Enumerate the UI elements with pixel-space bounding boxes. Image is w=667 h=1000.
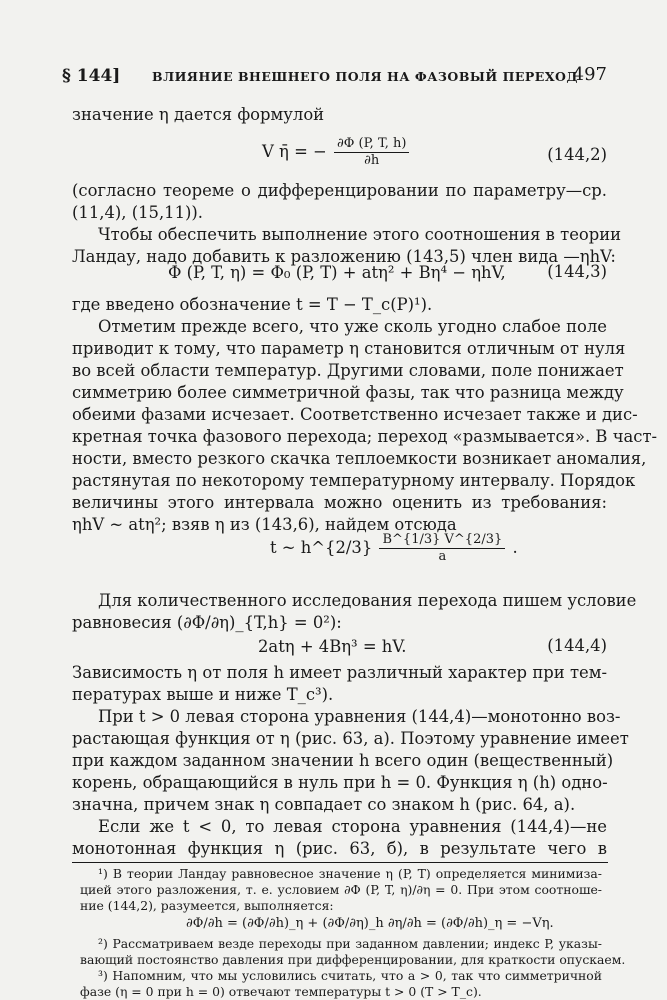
footnote-3-line: ³) Напомним, что мы условились считать, что a > 0, так что симметричной: [98, 968, 602, 983]
footnote-2-line: вающий постоянство давления при дифференцировании, для краткости опускаем.: [80, 952, 626, 967]
fraction-numerator: ∂Φ (P, T, h): [334, 136, 409, 153]
text-line: ηhV ~ atη²; взяв η из (143,6), найдем отсюда: [72, 515, 457, 534]
footnote-rule: [72, 862, 608, 863]
footnote-1-line: ние (144,2), разумеется, выполняется:: [80, 898, 334, 913]
text-line: значна, причем знак η совпадает со знаком h (рис. 64, a).: [72, 795, 576, 814]
text-line: Для количественного исследования перехода пишем условие: [98, 591, 637, 610]
running-title: ВЛИЯНИЕ ВНЕШНЕГО ПОЛЯ НА ФАЗОВЫЙ ПЕРЕХОД: [152, 69, 579, 84]
footnote-1-line: цией этого разложения, т. е. условием ∂Φ (P, T, η)/∂η = 0. При этом соотноше-: [80, 882, 602, 897]
footnote-3-line: фазе (η = 0 при h = 0) отвечают температуры t > 0 (T > T_c).: [80, 984, 482, 999]
estimate-formula: t ~ h^{2/3} $\frac{B\^{}\{1/3\} V\^{}\{2/3\}}{a}$ .: [270, 532, 518, 564]
text-line: где введено обозначение t = T − T_c(P)¹).: [72, 295, 433, 314]
text-line: (согласно теореме о дифференцировании по параметру—ср.: [72, 181, 607, 200]
estimate-fraction: [379, 532, 505, 565]
fraction-denominator: a: [438, 549, 447, 564]
text-line: растянутая по некоторому температурному интервалу. Порядок: [72, 471, 636, 490]
text-line: Отметим прежде всего, что уже сколь угодно слабое поле: [98, 317, 607, 336]
text-line: обеими фазами исчезает. Соответственно исчезает также и дис-: [72, 405, 638, 424]
text-line: Чтобы обеспечить выполнение этого соотношения в теории: [98, 225, 622, 244]
equation-fraction: [334, 136, 409, 169]
page-number: 497: [572, 64, 607, 85]
text-line: корень, обращающийся в нуль при h = 0. Функция η (h) одно-: [72, 773, 608, 792]
equation-144-3: Φ (P, T, η) = Φ₀ (P, T) + atη² + Bη⁴ − ηhV,: [168, 263, 506, 282]
text-line: приводит к тому, что параметр η становится отличным от нуля: [72, 339, 626, 358]
equation-lhs: V η̄ = −: [262, 142, 327, 161]
text-line: При t > 0 левая сторона уравнения (144,4)—монотонно воз-: [98, 707, 621, 726]
text-line: растающая функция от η (рис. 63, a). Поэтому уравнение имеет: [72, 729, 629, 748]
fraction-numerator: B^{1/3} V^{2/3}: [379, 532, 505, 549]
section-number: § 144]: [62, 66, 121, 86]
equation-tag: (144,3): [547, 262, 607, 281]
fraction-denominator: ∂h: [364, 153, 380, 168]
text-line: (11,4), (15,11)).: [72, 203, 204, 222]
equation-tag: (144,4): [547, 636, 607, 655]
equation-tag: (144,2): [547, 145, 607, 164]
text-line: кретная точка фазового перехода; переход «размывается». В част-: [72, 427, 658, 446]
footnote-1-formula: ∂Φ/∂h = (∂Φ/∂h)_η + (∂Φ/∂η)_h ∂η/∂h = (∂Φ/∂h)_η = −Vη.: [186, 916, 554, 931]
text-line: пературах выше и ниже T_c³).: [72, 685, 334, 704]
footnote-2-line: ²) Рассматриваем везде переходы при заданном давлении; индекс P, указы-: [98, 936, 602, 951]
text-line: величины этого интервала можно оценить из требования:: [72, 493, 607, 512]
text-line: значение η дается формулой: [72, 105, 325, 124]
text-line: равновесия (∂Φ/∂η)_{T,h} = 0²):: [72, 613, 342, 632]
page-header: [62, 66, 607, 92]
text-line: Зависимость η от поля h имеет различный характер при тем-: [72, 663, 607, 682]
text-line: симметрию более симметричной фазы, так что разница между: [72, 383, 624, 402]
estimate-lhs: t ~ h^{2/3}: [270, 538, 373, 557]
text-line: Если же t < 0, то левая сторона уравнения (144,4)—не: [98, 817, 607, 836]
text-line: ности, вместо резкого скачка теплоемкости возникает аномалия,: [72, 449, 647, 468]
text-line: во всей области температур. Другими словами, поле понижает: [72, 361, 624, 380]
text-line: при каждом заданном значении h всего один (вещественный): [72, 751, 614, 770]
text-line: монотонная функция η (рис. 63, б), в результате чего в: [72, 839, 607, 858]
footnote-1-line: ¹) В теории Ландау равновесное значение η (P, T) определяется минимиза-: [98, 866, 602, 881]
equation-144-2: [262, 136, 411, 169]
text-line: Ландау, надо добавить к разложению (143,5) член вида —ηhV:: [72, 247, 616, 266]
equation-144-4: 2atη + 4Bη³ = hV.: [258, 637, 407, 656]
